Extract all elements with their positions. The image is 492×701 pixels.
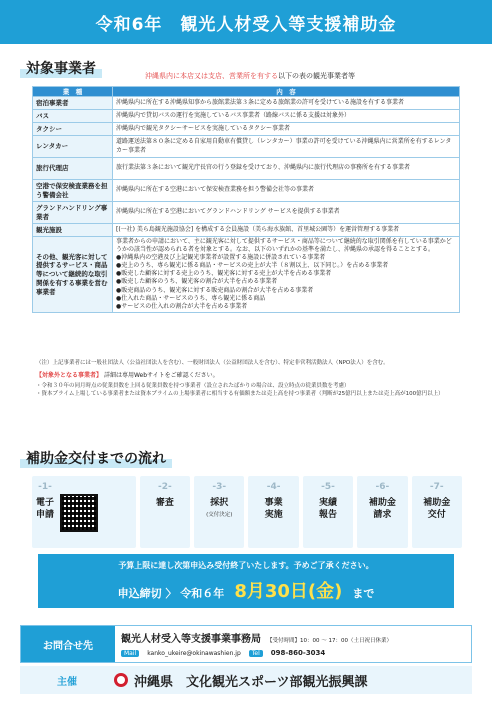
excluded-item: ・令和３０年の同月時点の従業員数を上回る従業員数を持つ事業者（設立されたばかりの場合は、設立時点の従業員数を考慮）	[36, 383, 350, 389]
mail-tag: Mail	[121, 650, 139, 657]
excluded-list	[36, 383, 466, 399]
row-content: 沖縄県内に所在する空港において保安検査業務を担う警備会社等の事業者	[113, 180, 460, 202]
deadline-line	[38, 577, 454, 603]
host-label: 主催	[57, 676, 77, 688]
step-number: -7-	[429, 482, 444, 492]
table-row	[33, 202, 460, 224]
table-footnote: （注）上記事業者には一般社団法人（公益社団法人を含む）、一般財団法人（公益財団法人を含む）、特定非営利活動法人（NPO法人）を含む。	[36, 360, 389, 366]
host-box	[20, 666, 472, 694]
step-number: -1-	[38, 482, 52, 492]
row-content: 沖縄県内で貸切バスの運行を実施しているバス事業者（路線バスに係る支援は対象外）	[113, 110, 460, 123]
section-title-eligible-text: 対象事業者	[20, 58, 102, 78]
table-row	[33, 158, 460, 180]
row-type: レンタカー	[33, 136, 113, 158]
step-number: -3-	[212, 482, 227, 492]
deadline-date: 8月30日(金)	[234, 581, 343, 602]
row-type: 空港で保安検査業務を担う警備会社	[33, 180, 113, 202]
table-header-row	[33, 87, 460, 97]
contact-label: お問合せ先	[21, 626, 115, 662]
step-label: 電子 申請	[36, 498, 55, 520]
contact-info-row	[121, 649, 465, 657]
process-flow	[32, 476, 462, 548]
row-type: グランドハンドリング事業者	[33, 202, 113, 224]
step-label: 補助金 請求	[368, 498, 396, 520]
table-row-other	[33, 237, 460, 313]
flow-step-2	[140, 476, 190, 548]
row-type-other: その他、観光客に対して提供するサービス・商品等について継続的な取引関係を有する事業を営む事業者	[33, 237, 113, 313]
deadline-banner	[38, 554, 454, 608]
contact-email[interactable]: kanko_ukeire@okinawashien.jp	[147, 649, 241, 657]
table-row	[33, 97, 460, 110]
qr-code-icon[interactable]	[60, 494, 98, 532]
flow-step-3	[194, 476, 244, 548]
other-item: ●販売した顧客に対する売上のうち、観光客に対する売上が大半を占める事業者	[116, 270, 332, 278]
row-type: バス	[33, 110, 113, 123]
step-sublabel: (交付決定)	[206, 511, 233, 518]
page-title: 令和6年 観光人材受入等支援補助金	[95, 14, 397, 35]
col-content-header: 内 容	[113, 87, 460, 97]
section-title-flow	[20, 448, 172, 468]
other-item: ●沖縄県内の空港及び上記観光事業者が設置する施設に併設されている事業者	[116, 254, 326, 262]
tel-tag: Tel	[249, 650, 263, 657]
table-row	[33, 224, 460, 237]
row-type: 観光施設	[33, 224, 113, 237]
title-banner	[0, 0, 492, 44]
deadline-until: まで	[352, 587, 375, 600]
step-number: -2-	[158, 482, 172, 492]
flow-step-7	[412, 476, 462, 548]
step-number: -6-	[375, 482, 390, 492]
excluded-item: ・資本プライム上場している事業者または資本プライムの上場事業者に相当する有価額または売上高を持つ事業者（判断が25億円以上または売上高が100億円以上）	[36, 390, 444, 397]
eligibility-note-rest: 以下の表の観光事業者等	[278, 72, 355, 80]
row-content: 道路運送法第８０条に定める自家用自動車有償貸し（レンタカー）事業の許可を受けている沖縄県内に営業所を有するレンタカー事業者	[113, 136, 460, 158]
table-row	[33, 110, 460, 123]
table-row	[33, 180, 460, 202]
host-org	[114, 671, 367, 690]
row-content: 沖縄県内に所在する空港においてグランドハンドリング サービスを提供する事業者	[113, 202, 460, 224]
step-number: -4-	[266, 482, 281, 492]
table-row	[33, 136, 460, 158]
flow-step-6	[357, 476, 407, 548]
excluded-heading	[36, 370, 219, 379]
row-content-other	[113, 237, 460, 313]
step-number: -5-	[321, 482, 335, 492]
flow-step-1	[32, 476, 136, 548]
host-org-name: 沖縄県 文化観光スポーツ部観光振興課	[134, 674, 368, 690]
step-label: 実績 報告	[319, 498, 338, 520]
flow-step-4	[248, 476, 298, 548]
other-item: ●サービスの仕入れの割合が大半を占める事業者	[116, 302, 248, 310]
row-type: 旅行代理店	[33, 158, 113, 180]
contact-office: 観光人材受入等支援事業事務局	[121, 634, 261, 645]
table-row	[33, 123, 460, 136]
prefecture-seal-icon	[114, 673, 128, 687]
section-title-eligible	[20, 58, 102, 78]
row-content: 旅行業法第３条において観光庁長官の行う登録を受けており、沖縄県内に旅行代理店の事務所を有する事業者	[113, 158, 460, 180]
eligible-business-table	[32, 86, 460, 313]
row-type: 宿泊事業者	[33, 97, 113, 110]
section-title-flow-text: 補助金交付までの流れ	[20, 448, 172, 468]
flow-step-1-text	[36, 482, 54, 521]
other-item: ●販売した顧客のうち、観光客の割合が大半を占める事業者	[116, 278, 278, 286]
step-label: 補助金 交付	[423, 498, 451, 520]
contact-phone[interactable]: 098-860-3034	[270, 649, 326, 657]
row-content: 沖縄県内に所在する沖縄県知事から旅館業法第３条に定める旅館業の許可を受けている施設を有する事業者	[113, 97, 460, 110]
step-label: 採択	[210, 498, 229, 508]
row-type: タクシー	[33, 123, 113, 136]
flow-step-5	[303, 476, 353, 548]
other-intro: 事業者からの申請において、主に観光客に対して提供するサービス・商品等について継続的な取引関係を有している事業かどうかの該当性が認められる者を対象とする。なお、以下のいずれかの基準を満たし、沖縄県の承認を得ることとする。	[116, 238, 452, 254]
step-label: 事業 実施	[264, 498, 283, 520]
row-content: [(一社) 美ら島観光施設協会] を構成する会員施設（美ら海水族館、首里城公園等）を運営管理する事業者	[113, 224, 460, 237]
step-label: 審査	[155, 498, 174, 508]
eligibility-note-red: 沖縄県内に本店又は支店、営業所を有する	[145, 72, 278, 80]
col-type-header: 業 種	[33, 87, 113, 97]
contact-box	[20, 625, 472, 663]
other-item: ●販売商品のうち、観光客に対する販売商品の割合が大半を占める事業者	[116, 286, 314, 294]
deadline-label: 申込締切 〉 令和６年	[117, 587, 225, 600]
row-content: 沖縄県内で観光タクシーサービスを実施しているタクシー事業者	[113, 123, 460, 136]
excluded-tag: 【対象外となる事業者】	[36, 372, 103, 379]
excluded-text: 詳細は専用Webサイトをご確認ください。	[103, 372, 219, 379]
contact-body	[115, 626, 471, 662]
other-item: ●仕入れた商品・サービスのうち、専ら観光に係る商品	[116, 294, 266, 302]
contact-hours: 【受付時間】10：00 〜 17：00（土日祝日休業）	[267, 638, 392, 644]
other-item: ●売上のうち、専ら観光に係る商品・サービスの売上が大半（８割以上、以下同じ。）を占める事業者	[116, 262, 389, 270]
eligibility-note	[145, 71, 355, 81]
deadline-notice: 予算上限に達し次第申込み受付終了いたします。予めご了承ください。	[118, 561, 374, 570]
contact-office-line	[121, 630, 465, 645]
